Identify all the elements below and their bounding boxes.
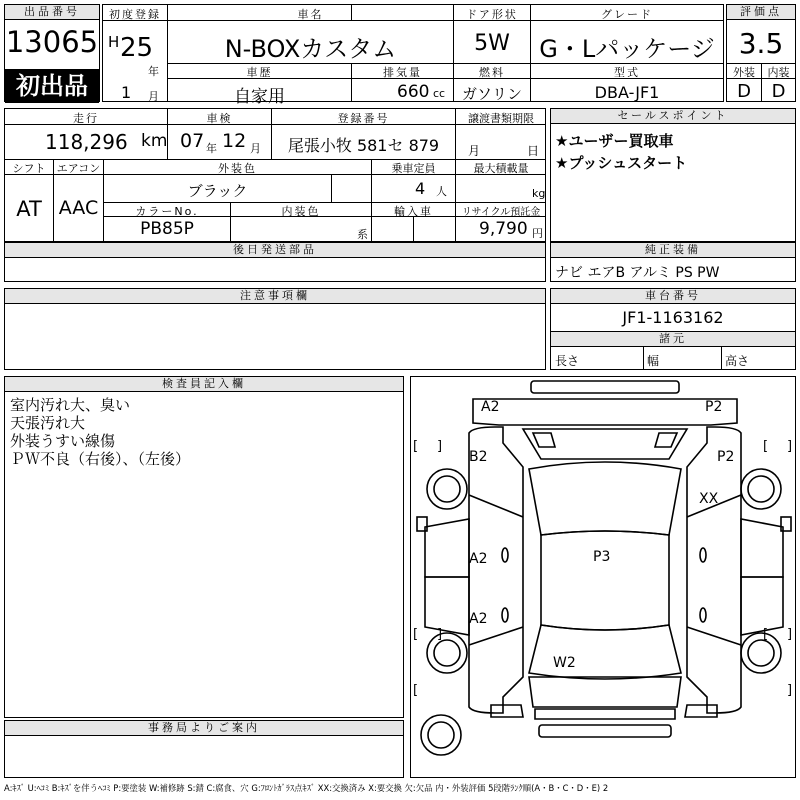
spec-height: 高さ [725, 354, 750, 368]
genuine-equipment-box [550, 242, 796, 282]
registration-month: 1 [121, 83, 132, 102]
bracket: ] [787, 627, 793, 642]
damage-mark: A2 [469, 611, 488, 627]
later-parts-label: 後日発送部品 [5, 243, 545, 258]
inspector-note-3: 外装うすい線傷 [10, 432, 116, 450]
recycle-deposit: 9,790 [479, 219, 528, 239]
model-code: DBA-JF1 [594, 83, 660, 102]
office-notice-box [4, 720, 404, 778]
door-type: 5W [474, 31, 510, 56]
lot-number-label: 出品番号 [5, 5, 99, 20]
cc-unit: cc [433, 87, 446, 100]
seats-unit: 人 [436, 185, 447, 198]
damage-mark: XX [699, 491, 719, 507]
import-car-label: 輸入車 [394, 205, 433, 218]
spec-width: 幅 [647, 354, 660, 368]
damage-mark: P2 [705, 399, 723, 415]
front-panel [473, 399, 737, 425]
rear-panel [529, 677, 681, 707]
bracket: [ [763, 627, 769, 642]
era: H [108, 33, 120, 51]
inspection-year-unit: 年 [206, 142, 217, 155]
bracket: [ [413, 683, 419, 698]
genuine-equipment-label: 純正装備 [551, 243, 795, 258]
wheel-front-right [741, 469, 781, 509]
first-registration-label: 初度登録 [109, 8, 161, 21]
bracket: [ [413, 627, 419, 642]
lot-number: 13065 [5, 25, 99, 59]
shift-label: シフト [12, 162, 46, 175]
bracket: [ [413, 439, 419, 454]
inspector-note-2: 天張汚れ大 [10, 414, 86, 432]
sales-point-1: ★ユーザー買取車 [555, 132, 674, 150]
rear-bumper [539, 725, 671, 737]
interior-score: D [771, 81, 786, 102]
bracket: ] [787, 439, 793, 454]
interior-color-unit: 系 [357, 228, 368, 241]
door-label: ドア形状 [466, 8, 518, 21]
displacement-label: 排気量 [383, 66, 422, 79]
registration-number: 尾張小牧 581セ 879 [287, 136, 440, 155]
bracket: ] [437, 627, 443, 642]
overall-score: 3.5 [738, 27, 784, 60]
exterior-score: D [737, 81, 751, 102]
chassis-box [550, 288, 796, 370]
office-notice-label: 事務局よりご案内 [5, 721, 403, 736]
sales-points-box [550, 108, 796, 242]
damage-mark: P2 [717, 449, 735, 465]
sales-point-2: ★プッシュスタート [555, 154, 688, 172]
damage-mark: B2 [469, 449, 488, 465]
month-unit: 月 [148, 90, 159, 103]
front-bumper [531, 381, 679, 393]
transfer-day-unit: 日 [527, 144, 540, 158]
shift: AT [16, 197, 42, 221]
yen-unit: 円 [532, 227, 543, 240]
km-unit: km [141, 131, 168, 151]
vehicle-history: 自家用 [234, 87, 285, 107]
max-load-label: 最大積載量 [473, 162, 529, 175]
fuel-label: 燃料 [479, 66, 505, 79]
kg-unit: kg [532, 187, 546, 200]
bracket: ] [787, 683, 793, 698]
genuine-equipment: ナビ エアB アルミ PS PW [555, 265, 720, 281]
seats: 4 [415, 179, 426, 198]
damage-mark: W2 [553, 655, 576, 671]
mileage: 118,296 [45, 130, 128, 154]
inspector-note-1: 室内汚れ大、臭い [10, 396, 131, 414]
air-conditioner: AAC [58, 197, 99, 219]
inspection-month: 12 [222, 130, 247, 152]
inspection-label: 車検 [206, 112, 233, 125]
wheel-rear-left [427, 633, 467, 673]
damage-mark: P3 [593, 549, 611, 565]
transfer-month-unit: 月 [468, 144, 481, 158]
history-label: 車歴 [246, 66, 273, 79]
model-label: 型式 [614, 66, 640, 79]
ac-label: エアコン [56, 162, 101, 175]
wheel-front-left [427, 469, 467, 509]
sales-points-label: セールスポイント [551, 109, 795, 124]
damage-legend: A:ｷｽﾞ U:ﾍｺﾐ B:ｷｽﾞを伴うﾍｺﾐ P:要塗装 W:補修跡 S:錆 C:腐食、穴 G:ﾌﾛﾝﾄｶﾞﾗｽ点ｷｽﾞ XX:交換済み X:要交換 欠:欠品 内・外装評価 5段階ﾗﾝｸ順(A・B・C・D・E) 2 [4, 783, 609, 793]
registration-number-label: 登録番号 [337, 112, 390, 125]
vehicle-info-box [102, 4, 724, 107]
inspection-year: 07 [180, 130, 205, 152]
notes-box [4, 288, 546, 370]
lot-number-box [4, 4, 100, 102]
seats-label: 乗車定員 [391, 162, 436, 175]
roof [529, 462, 681, 535]
damage-mark: A2 [481, 399, 500, 415]
first-listing-badge: 初出品 [5, 69, 99, 103]
damage-diagram [410, 376, 796, 778]
chassis-label: 車台番号 [551, 289, 795, 304]
spare-tire [421, 715, 461, 755]
exterior-color: ブラック [187, 182, 248, 200]
registration-year: 25 [120, 33, 154, 63]
color-number-label: カラーNo. [135, 205, 199, 218]
spec-length: 長さ [555, 354, 580, 368]
details-table [4, 108, 546, 242]
car-name-label: 車名 [297, 8, 324, 21]
displacement: 660 [397, 82, 430, 102]
inspector-notes-label: 検査員記入欄 [5, 377, 403, 392]
bracket: ] [437, 439, 443, 454]
exterior-color-label: 外装色 [218, 162, 257, 175]
inspector-note-4: ＰＷ不良（右後）、（左後） [10, 450, 191, 468]
transfer-docs-label: 譲渡書類期限 [468, 112, 534, 125]
specs-label: 諸元 [551, 331, 795, 347]
exterior-label: 外装 [733, 66, 755, 79]
color-number: PB85P [140, 219, 194, 239]
interior-label: 内装 [767, 66, 790, 79]
car-outline-diagram [411, 377, 796, 778]
grade-label: グレード [601, 8, 653, 21]
chassis-number: JF1-1163162 [622, 308, 724, 327]
bracket: [ [763, 439, 769, 454]
recycle-deposit-label: リサイクル預託金 [461, 207, 541, 218]
fuel-type: ガソリン [461, 85, 522, 103]
inspector-notes-box [4, 376, 404, 718]
damage-mark: A2 [469, 551, 488, 567]
mileage-label: 走行 [73, 112, 99, 125]
car-name: N-BOXカスタム [224, 35, 397, 63]
inspection-month-unit: 月 [250, 142, 261, 155]
score-box [726, 4, 796, 102]
grade: G・Lパッケージ [539, 35, 715, 63]
notes-label: 注意事項欄 [5, 289, 545, 304]
later-parts-box [4, 242, 546, 282]
wheel-rear-right [741, 633, 781, 673]
body-outline [469, 427, 523, 713]
year-unit: 年 [148, 65, 159, 78]
interior-color-label: 内装色 [281, 205, 321, 218]
score-label: 評価点 [727, 5, 795, 20]
